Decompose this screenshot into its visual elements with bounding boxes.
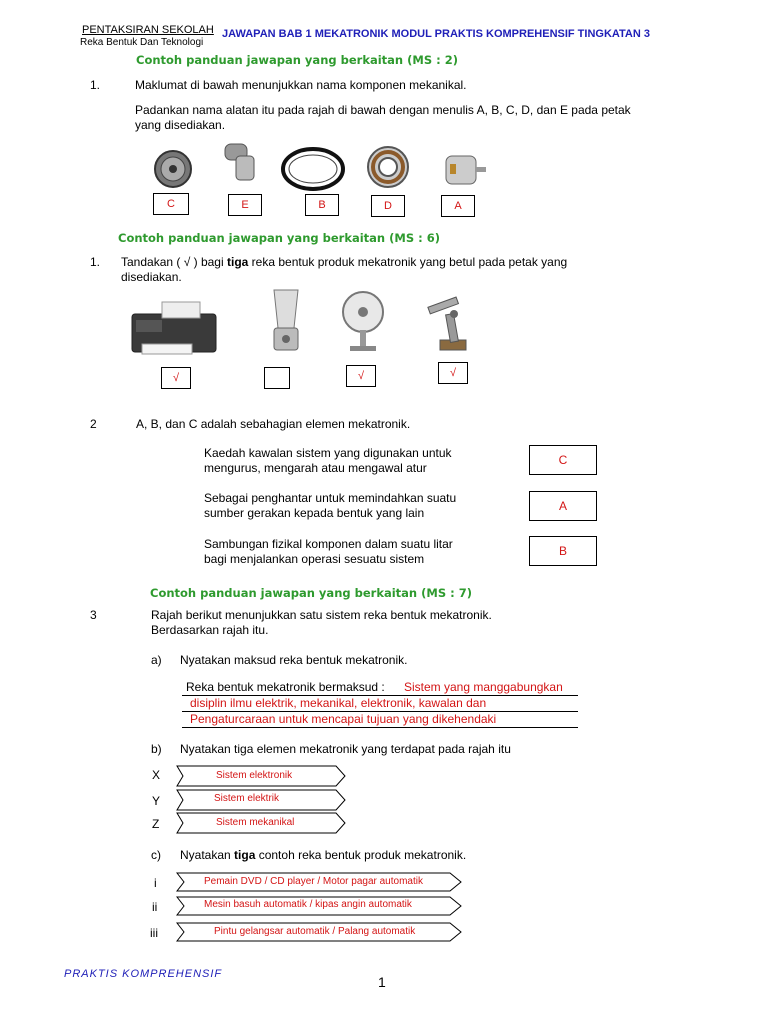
answer-box[interactable]: B xyxy=(305,194,339,216)
question-number: 3 xyxy=(90,608,97,622)
answer-box[interactable]: C xyxy=(153,193,189,215)
question-text: Maklumat di bawah menunjukkan nama komponen mekanikal. xyxy=(135,78,467,92)
sub-question-text: Nyatakan maksud reka bentuk mekatronik. xyxy=(180,653,408,667)
item-key: Z xyxy=(152,817,160,831)
answer-arrow-box: Pintu gelangsar automatik / Palang automatik xyxy=(176,922,462,942)
page-title: JAWAPAN BAB 1 MEKATRONIK MODUL PRAKTIS KOMPREHENSIF TINGKATAN 3 xyxy=(222,28,650,40)
guide-heading-2: Contoh panduan jawapan yang berkaitan (MS : 6) xyxy=(118,231,440,245)
question-number: 2 xyxy=(90,417,97,431)
motor-icon xyxy=(440,150,490,190)
item-key: i xyxy=(154,876,157,890)
match-answer-box[interactable]: C xyxy=(529,445,597,475)
printer-icon xyxy=(128,300,220,358)
item-key: ii xyxy=(152,900,158,914)
fan-icon xyxy=(338,290,388,354)
match-description: Kaedah kawalan sistem yang digunakan untuk mengurus, mengarah atau mengawal atur xyxy=(204,446,452,475)
bearing-icon xyxy=(366,145,410,189)
answer-arrow-box: Mesin basuh automatik / kipas angin automatik xyxy=(176,896,462,916)
answer-box[interactable]: E xyxy=(228,194,262,216)
guide-heading-3: Contoh panduan jawapan yang berkaitan (MS : 7) xyxy=(150,586,472,600)
guide-heading-1: Contoh panduan jawapan yang berkaitan (MS : 2) xyxy=(136,53,458,67)
answer-arrow-box: Sistem elektrik xyxy=(176,789,346,811)
match-description: Sebagai penghantar untuk memindahkan suatu sumber gerakan kepada bentuk yang lain xyxy=(204,491,457,520)
answer-arrow-box: Sistem mekanikal xyxy=(176,812,346,834)
page-number: 1 xyxy=(378,974,386,990)
subject-label: Reka Bentuk Dan Teknologi xyxy=(80,37,204,48)
match-answer-box[interactable]: B xyxy=(529,536,597,566)
sub-question-label: b) xyxy=(151,742,162,756)
question-text: Rajah berikut menunjukkan satu sistem reka bentuk mekatronik. xyxy=(151,608,492,622)
answer-arrow-box: Pemain DVD / CD player / Motor pagar automatik xyxy=(176,872,462,892)
item-key: X xyxy=(152,768,161,782)
answer-box[interactable]: D xyxy=(371,195,405,217)
tick-box[interactable]: √ xyxy=(161,367,191,389)
pulley-icon xyxy=(152,148,194,190)
question-text: Tandakan ( √ ) bagi tiga reka bentuk produk mekatronik yang betul pada petak yang xyxy=(121,255,568,269)
item-key: Y xyxy=(152,794,161,808)
answer-text: Pengaturcaraan untuk mencapai tujuan yang dikehendaki xyxy=(190,712,497,726)
blender-icon xyxy=(268,286,304,354)
item-key: iii xyxy=(150,926,158,940)
question-text: disediakan. xyxy=(121,270,182,284)
answer-arrow-box: Sistem elektronik xyxy=(176,765,346,787)
question-number: 1. xyxy=(90,255,101,269)
gear-icon xyxy=(222,140,262,184)
tick-box[interactable]: √ xyxy=(346,365,376,387)
question-text: Padankan nama alatan itu pada rajah di bawah dengan menulis A, B, C, D, dan E pada petak xyxy=(135,103,631,117)
answer-box[interactable]: A xyxy=(441,195,475,217)
question-number: 1. xyxy=(90,78,101,92)
answer-prefix: Reka bentuk mekatronik bermaksud : xyxy=(186,680,385,694)
sub-question-text: Nyatakan tiga elemen mekatronik yang terdapat pada rajah itu xyxy=(180,742,511,756)
sub-question-text: Nyatakan tiga contoh reka bentuk produk mekatronik. xyxy=(180,848,467,862)
question-text: A, B, dan C adalah sebahagian elemen mekatronik. xyxy=(136,417,411,431)
sub-question-label: c) xyxy=(151,848,161,862)
school-label: PENTAKSIRAN SEKOLAH xyxy=(82,24,214,36)
question-text: yang disediakan. xyxy=(135,118,226,132)
match-answer-box[interactable]: A xyxy=(529,491,597,521)
answer-text: Sistem yang manggabungkan xyxy=(404,680,563,694)
belt-icon xyxy=(280,145,346,193)
tick-box[interactable]: √ xyxy=(438,362,468,384)
footer-label: PRAKTIS KOMPREHENSIF xyxy=(64,968,223,980)
match-description: Sambungan fizikal komponen dalam suatu litar bagi menjalankan operasi sesuatu sistem xyxy=(204,537,453,566)
question-text: Berdasarkan rajah itu. xyxy=(151,623,269,637)
tick-box[interactable] xyxy=(264,367,290,389)
robot-arm-icon xyxy=(418,292,478,354)
answer-text: disiplin ilmu elektrik, mekanikal, elektronik, kawalan dan xyxy=(190,696,487,710)
sub-question-label: a) xyxy=(151,653,162,667)
